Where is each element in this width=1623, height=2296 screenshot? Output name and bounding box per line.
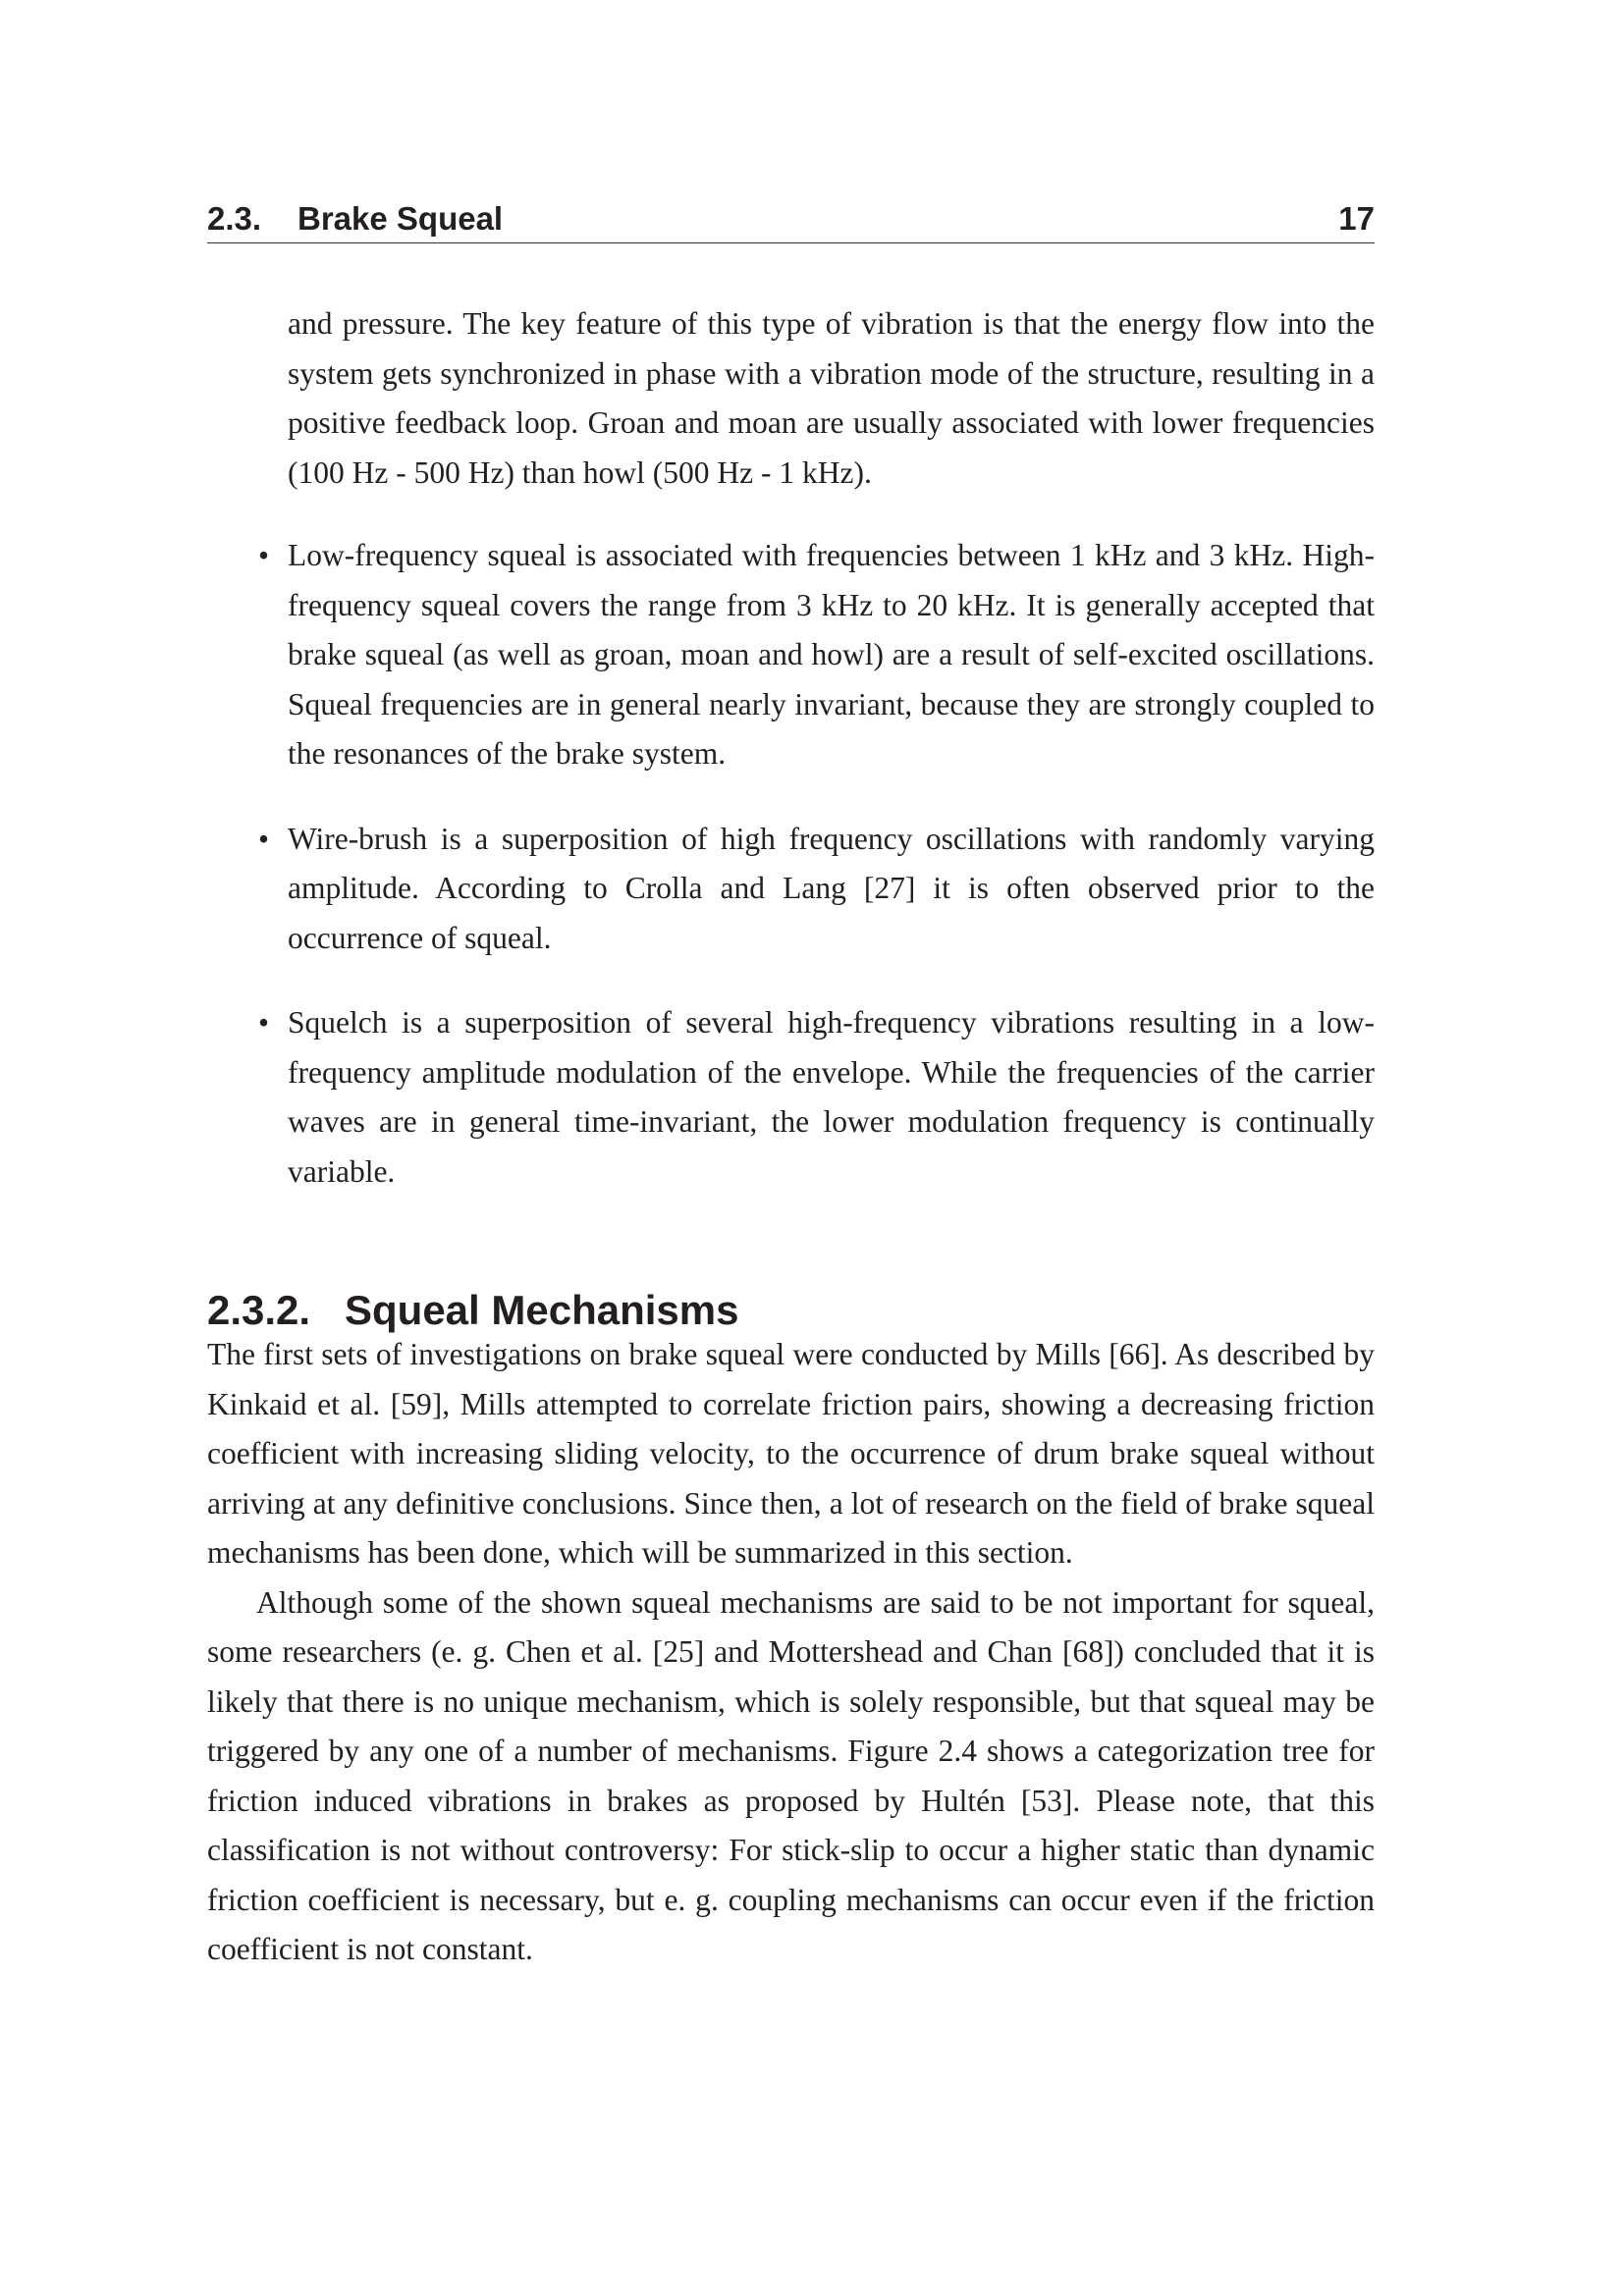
running-header [207, 199, 1375, 243]
header-section-number: 2.3. [207, 200, 262, 237]
bullet-item-low-frequency-squeal [207, 531, 1375, 779]
bullet-text: Squelch is a superposition of several high-frequency vibrations resulting in a low-frequency amplitude modulation of the envelope. While the frequencies of the carrier waves are in general time-invariant, the lower modulation frequency is continually variable. [288, 1005, 1375, 1189]
subsection-body [207, 1330, 1375, 1975]
paragraph: Although some of the shown squeal mechanisms are said to be not important for squeal, some researchers (e. g. Chen et al. [25] and Mottershead and Chan [68]) concluded that it is likely that there is no unique mechanism, which is solely responsible, but that squeal may be triggered by any one of a number of mechanisms. Figure 2.4 shows a categorization tree for friction induced vibrations in brakes as proposed by Hultén [53]. Please note, that this classification is not without controversy: For stick-slip to occur a higher static than dynamic friction coefficient is necessary, but e. g. coupling mechanisms can occur even if the friction coefficient is not constant. [207, 1584, 1375, 1966]
bullet-text: Low-frequency squeal is associated with frequencies between 1 kHz and 3 kHz. High-frequency squeal covers the range from 3 kHz to 20 kHz. It is generally accepted that brake squeal (as well as groan, moan and howl) are a result of self-excited oscillations. Squeal frequencies are in general nearly invariant, because they are strongly coupled to the resonances of the brake system. [288, 538, 1375, 771]
bullet-item-wire-brush [207, 815, 1375, 964]
page-number: 17 [1338, 200, 1375, 237]
bullet-list [207, 531, 1375, 1232]
header-section-title: Brake Squeal [298, 200, 504, 237]
paragraph: The first sets of investigations on brake squeal were conducted by Mills [66]. As described by Kinkaid et al. [59], Mills attempted to correlate friction pairs, showing a decreasing friction coefficient with increasing sliding velocity, to the occurrence of drum brake squeal without arriving at any definitive conclusions. Since then, a lot of research on the field of brake squeal mechanisms has been done, which will be summarized in this section. [207, 1337, 1375, 1570]
bullet-icon: • [258, 1005, 270, 1040]
bullet-text: Wire-brush is a superposition of high frequency oscillations with randomly varying amplitude. According to Crolla and Lang [27] it is often observed prior to the occurrence of squeal. [288, 821, 1375, 955]
subsection-title: Squeal Mechanisms [345, 1286, 739, 1333]
bullet-item-squelch [207, 998, 1375, 1197]
bullet-icon: • [258, 821, 270, 856]
continuation-paragraph: and pressure. The key feature of this type of vibration is that the energy flow into the system gets synchronized in phase with a vibration mode of the structure, resulting in a positive feedback loop. Groan and moan are usually associated with lower frequencies (100 Hz - 500 Hz) than howl (500 Hz - 1 kHz). [288, 306, 1375, 490]
subsection-number: 2.3.2. [207, 1286, 311, 1333]
bullet-icon: • [258, 538, 270, 572]
